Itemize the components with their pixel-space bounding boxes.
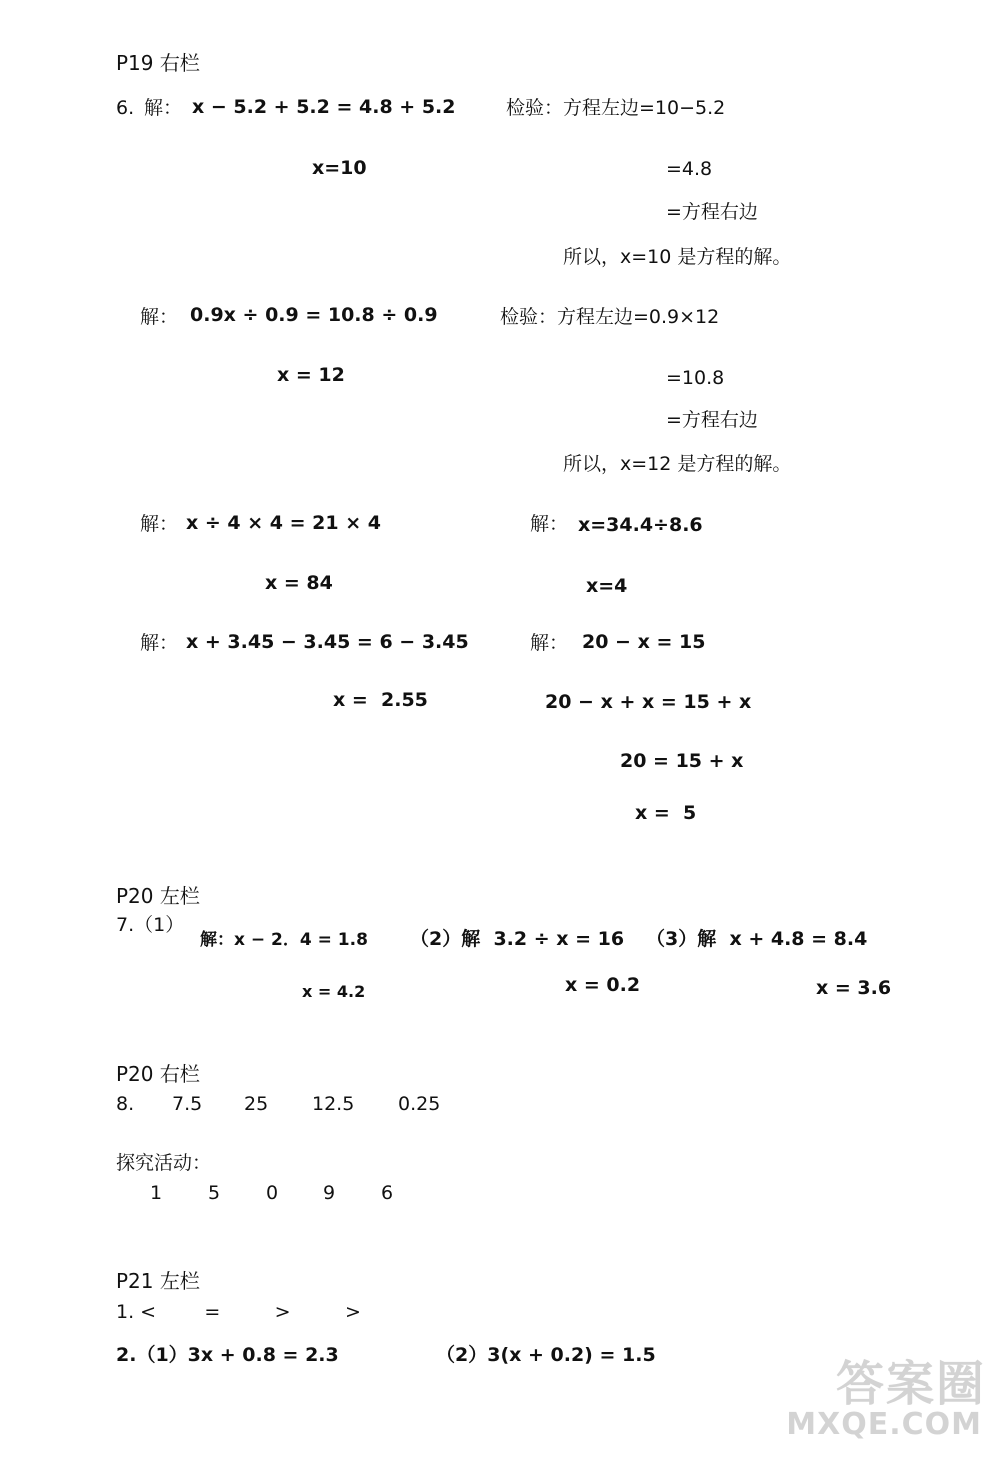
watermark-text: 答案圈 xyxy=(835,1356,986,1412)
equation-result: x = 3.6 xyxy=(816,977,892,999)
solve-label: 解： xyxy=(144,97,183,119)
comparison-answers: 1. < = > > xyxy=(116,1301,361,1323)
watermark-logo xyxy=(776,1345,986,1455)
question-number-6: 6. xyxy=(116,97,135,119)
solve-label: 解： xyxy=(140,306,179,328)
equation-line: 20 − x = 15 xyxy=(582,631,706,653)
check-line: =方程右边 xyxy=(666,201,758,223)
answer-value: 0.25 xyxy=(398,1093,441,1115)
equation-result: x = 12 xyxy=(277,364,345,386)
equation-line: x ÷ 4 × 4 = 21 × 4 xyxy=(186,512,381,534)
question-number-8: 8. xyxy=(116,1093,135,1115)
equation-line: x − 5.2 + 5.2 = 4.8 + 5.2 xyxy=(192,96,456,118)
section-heading-p21-left: P21 左栏 xyxy=(116,1269,200,1293)
check-line: 检验：方程左边=10−5.2 xyxy=(506,97,726,119)
equation-line: 解：x − 2．4 = 1.8 xyxy=(200,930,368,950)
solve-label: 解： xyxy=(530,513,569,535)
equation-result: x = 0.2 xyxy=(565,974,641,996)
answer-value: 25 xyxy=(244,1093,269,1115)
answer-value: 9 xyxy=(323,1182,336,1204)
solve-label: 解： xyxy=(140,513,179,535)
check-line: 检验：方程左边=0.9×12 xyxy=(500,306,720,328)
check-line: =10.8 xyxy=(666,367,725,389)
conclusion-line: 所以，x=12 是方程的解。 xyxy=(563,453,792,475)
conclusion-line: 所以，x=10 是方程的解。 xyxy=(563,246,792,268)
equation-line: 2.（1）3x + 0.8 = 2.3 xyxy=(116,1344,339,1366)
explore-label: 探究活动： xyxy=(116,1152,212,1174)
equation-result: x = 4.2 xyxy=(302,982,366,1001)
answer-value: 1 xyxy=(150,1182,163,1204)
solve-label: 解： xyxy=(530,632,569,654)
equation-line: x=34.4÷8.6 xyxy=(578,514,703,536)
equation-line: x + 3.45 − 3.45 = 6 − 3.45 xyxy=(186,631,469,653)
answer-value: 6 xyxy=(381,1182,394,1204)
check-line: =方程右边 xyxy=(666,409,758,431)
solve-label: 解： xyxy=(140,632,179,654)
equation-line: 20 − x + x = 15 + x xyxy=(545,691,752,713)
section-heading-p19: P19 右栏 xyxy=(116,51,200,75)
answer-value: 5 xyxy=(208,1182,221,1204)
question-number-7: 7.（1） xyxy=(116,914,185,936)
equation-result: x = 2.55 xyxy=(333,689,428,711)
check-line: =4.8 xyxy=(666,158,713,180)
section-heading-p20-right: P20 右栏 xyxy=(116,1062,200,1086)
equation-result: x=10 xyxy=(312,157,367,179)
equation-result: x = 84 xyxy=(265,572,333,594)
equation-line: （2）3(x + 0.2) = 1.5 xyxy=(436,1344,656,1366)
equation-line: 0.9x ÷ 0.9 = 10.8 ÷ 0.9 xyxy=(190,304,438,326)
watermark-url: MXQE.COM xyxy=(786,1407,982,1442)
answer-value: 7.5 xyxy=(172,1093,203,1115)
answer-value: 0 xyxy=(266,1182,279,1204)
equation-result: x=4 xyxy=(586,575,628,597)
answer-value: 12.5 xyxy=(312,1093,355,1115)
section-heading-p20-left: P20 左栏 xyxy=(116,884,200,908)
equation-line: （2）解 3.2 ÷ x = 16 xyxy=(410,928,625,950)
equation-line: （3）解 x + 4.8 = 8.4 xyxy=(646,928,868,950)
equation-result: x = 5 xyxy=(635,802,697,824)
equation-line: 20 = 15 + x xyxy=(620,750,744,772)
